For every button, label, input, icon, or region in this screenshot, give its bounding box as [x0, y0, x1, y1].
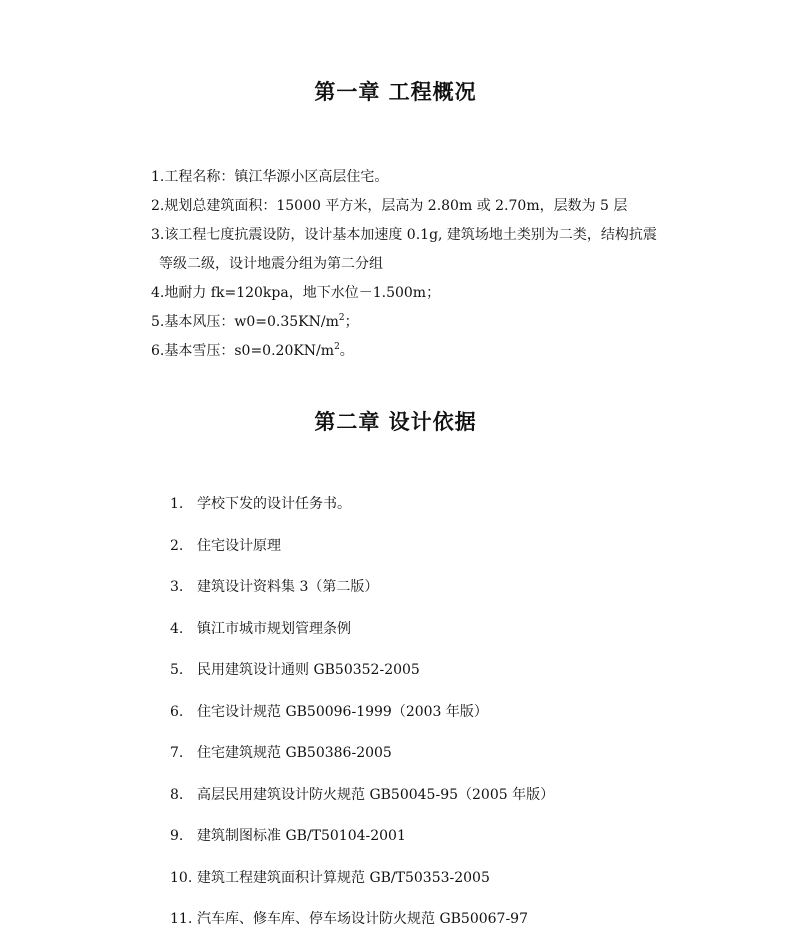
list-item	[170, 781, 750, 823]
chapter-1-title: 第一章 工程概况	[314, 79, 477, 104]
list-item-text: 建筑制图标准 GB/T50104-2001	[197, 828, 406, 844]
list-item-number: 5.	[170, 662, 184, 678]
list-item-text: 建筑工程建筑面积计算规范 GB/T50353-2005	[197, 869, 490, 886]
list-item-number: 2.	[170, 537, 184, 554]
wind-pressure-end: ；	[344, 314, 359, 330]
overview-line-snow-pressure	[151, 337, 751, 366]
list-item-text: 学校下发的设计任务书。	[197, 496, 351, 512]
wind-pressure-text: 5.基本风压：w0=0.35KN/m	[151, 314, 339, 330]
snow-pressure-end: 。	[339, 343, 354, 359]
list-item-text: 住宅设计原理	[197, 537, 281, 554]
list-item-number: 9.	[170, 828, 184, 844]
overview-line-seismic: 3.该工程七度抗震设防，设计基本加速度 0.1g, 建筑场地土类别为二类，结构抗震	[151, 227, 657, 243]
list-item-number: 3.	[170, 579, 184, 595]
snow-pressure-text: 6.基本雪压：s0=0.20KN/m	[151, 343, 335, 359]
overview-line-wind-pressure	[151, 308, 751, 337]
design-basis-list	[170, 490, 750, 947]
overview-line-project-name: 1.工程名称：镇江华源小区高层住宅。	[151, 169, 389, 185]
list-item	[170, 573, 750, 615]
list-item	[170, 656, 750, 698]
list-item-text: 民用建筑设计通则 GB50352-2005	[197, 662, 420, 678]
list-item-text: 住宅设计规范 GB50096-1999（2003 年版）	[197, 703, 488, 720]
list-item-text: 高层民用建筑设计防火规范 GB50045-95（2005 年版）	[197, 786, 555, 803]
list-item-text: 建筑设计资料集 3（第二版）	[197, 579, 379, 595]
list-item	[170, 822, 750, 864]
list-item-number: 8.	[170, 786, 184, 803]
project-overview	[151, 163, 751, 366]
list-item-number: 7.	[170, 745, 184, 761]
chapter-2-title: 第二章 设计依据	[314, 409, 477, 434]
list-item-text: 镇江市城市规划管理条例	[197, 620, 351, 637]
list-item	[170, 739, 750, 781]
list-item	[170, 698, 750, 740]
list-item-text: 汽车库、修车库、停车场设计防火规范 GB50067-97	[197, 911, 529, 927]
wind-pressure-exponent: 2	[338, 313, 345, 323]
list-item-number: 11.	[170, 911, 193, 927]
list-item-number: 6.	[170, 703, 184, 720]
list-item-number: 4.	[170, 620, 184, 637]
overview-line-bearing-capacity: 4.地耐力 fk=120kpa，地下水位－1.500m；	[151, 285, 441, 301]
snow-pressure-exponent: 2	[334, 342, 340, 352]
list-item	[170, 905, 750, 947]
list-item-number: 10.	[170, 869, 193, 886]
list-item	[170, 615, 750, 657]
list-item-text: 住宅建筑规范 GB50386-2005	[197, 745, 392, 761]
list-item	[170, 490, 750, 532]
list-item	[170, 532, 750, 574]
list-item	[170, 864, 750, 906]
overview-line-floor-area: 2.规划总建筑面积：15000 平方米，层高为 2.80m 或 2.70m，层数为 5 层	[151, 198, 628, 214]
overview-line-seismic-cont: 等级二级，设计地震分组为第二分组	[159, 256, 383, 272]
list-item-number: 1.	[170, 496, 184, 512]
